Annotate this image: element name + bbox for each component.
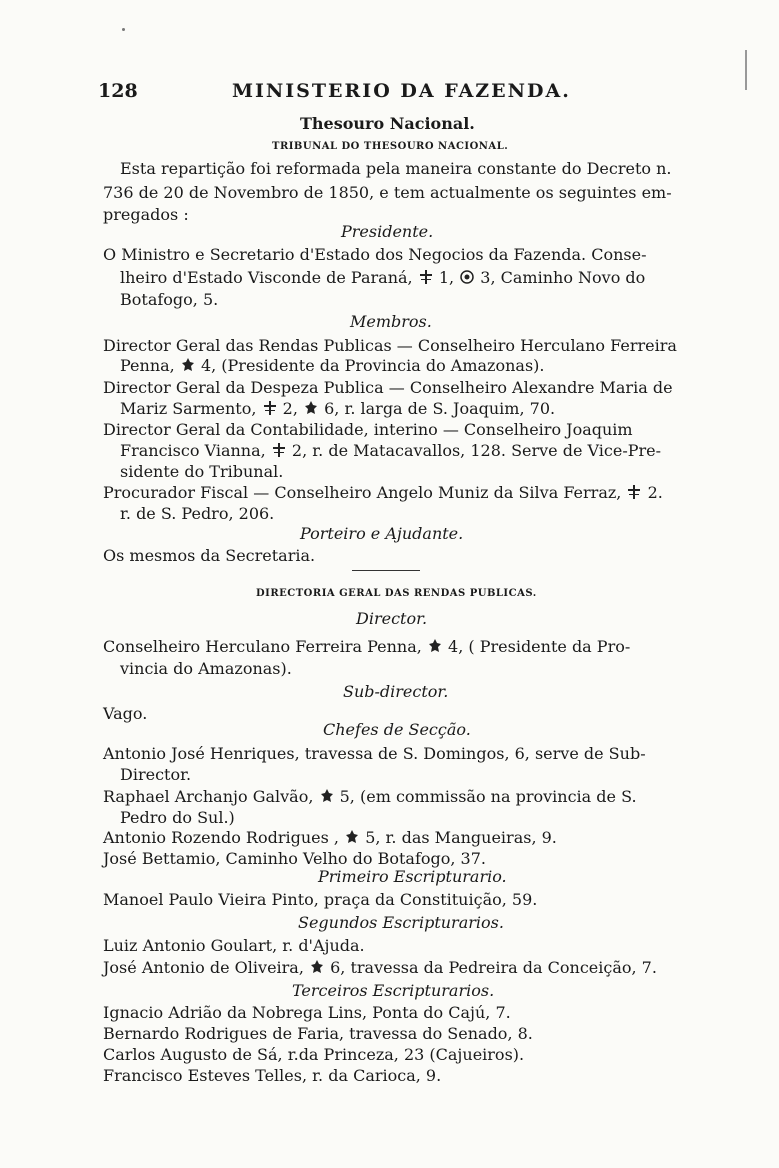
section-caps-directoria: DIRECTORIA GERAL DAS RENDAS PUBLICAS. [256, 588, 537, 599]
segundo-2-address: 6, travessa da Pedreira da Conceição, 7. [330, 958, 657, 977]
membro-4-order: 2. [647, 483, 663, 502]
porteiro-text: Os mesmos da Secretaria. [103, 546, 316, 565]
heading-primeiro: Primeiro Escripturario. [318, 867, 507, 886]
director-name: Conselheiro Herculano Ferreira Penna, [103, 637, 422, 656]
terceiro-2: Bernardo Rodrigues de Faria, travessa do Senado, 8. [103, 1024, 533, 1043]
director-line-2: vincia do Amazonas). [120, 659, 292, 678]
presidente-line-2-address: 3, Caminho Novo do [480, 268, 646, 287]
heading-sub-director: Sub-director. [343, 682, 449, 701]
segundo-2 [103, 958, 657, 977]
membro-3-detail: 2, r. de Matacavallos, 128. Serve de Vice-Pre- [291, 441, 662, 460]
presidente-line-2-text: lheiro d'Estado Visconde de Paraná, [120, 268, 413, 287]
page-number: 128 [98, 80, 138, 102]
section-caps-tribunal: TRIBUNAL DO THESOURO NACIONAL. [272, 141, 509, 152]
terceiro-4: Francisco Esteves Telles, r. da Carioca, 9. [103, 1066, 442, 1085]
rose-order-icon [319, 788, 335, 804]
membro-1-name-end: Penna, [120, 356, 175, 375]
segundo-2-name: José Antonio de Oliveira, [103, 958, 304, 977]
membro-4-title: Procurador Fiscal — Conselheiro Angelo Muniz da Silva Ferraz, [103, 483, 622, 502]
heading-membros: Membros. [350, 312, 432, 331]
rose-order-icon [180, 357, 196, 373]
membro-4-line-1 [103, 483, 663, 502]
membro-2-order: 2, [282, 399, 298, 418]
presidente-line-3: Botafogo, 5. [120, 290, 219, 309]
rose-order-icon [344, 829, 360, 845]
chefe-3 [103, 828, 557, 847]
membro-3-line-2 [120, 441, 661, 460]
membro-1-line-2 [120, 356, 545, 375]
heading-chefes: Chefes de Secção. [323, 720, 471, 739]
heading-porteiro: Porteiro e Ajudante. [300, 524, 464, 543]
cross-order-icon [418, 269, 434, 285]
heading-director: Director. [356, 609, 428, 628]
chefe-2-line-1 [103, 787, 637, 806]
intro-line-2: 736 de 20 de Novembro de 1850, e tem actualmente os seguintes em- [103, 183, 672, 202]
chefe-4: José Bettamio, Caminho Velho do Botafogo, 37. [103, 849, 486, 868]
terceiro-1: Ignacio Adrião da Nobrega Lins, Ponta do Cajú, 7. [103, 1003, 511, 1022]
presidente-line-2-order: 1, [438, 268, 455, 287]
heading-terceiros: Terceiros Escripturarios. [292, 981, 495, 1000]
chefe-3-address: 5, r. das Mangueiras, 9. [365, 828, 557, 847]
scan-edge-mark [745, 50, 747, 90]
chefe-2-name: Raphael Archanjo Galvão, [103, 787, 314, 806]
segundo-1: Luiz Antonio Goulart, r. d'Ajuda. [103, 936, 365, 955]
intro-line-3: pregados : [103, 205, 189, 224]
intro-line-1: Esta repartição foi reformada pela maneira constante do Decreto n. [120, 159, 672, 178]
star-medal-icon [459, 269, 475, 285]
membro-3-line-3: sidente do Tribunal. [120, 462, 284, 481]
membro-2-line-1: Director Geral da Despeza Publica — Conselheiro Alexandre Maria de [103, 378, 673, 397]
section-divider [352, 570, 420, 571]
primeiro-1: Manoel Paulo Vieira Pinto, praça da Constituição, 59. [103, 890, 538, 909]
cross-order-icon [626, 484, 642, 500]
membro-2-address: 6, r. larga de S. Joaquim, 70. [324, 399, 556, 418]
membro-2-name-end: Mariz Sarmento, [120, 399, 257, 418]
page-title: MINISTERIO DA FAZENDA. [232, 80, 571, 102]
chefe-3-name: Antonio Rozendo Rodrigues , [103, 828, 339, 847]
director-line-1 [103, 637, 630, 656]
membro-2-line-2 [120, 399, 555, 418]
chefe-1-line-2: Director. [120, 765, 192, 784]
heading-segundos: Segundos Escripturarios. [298, 913, 504, 932]
sub-director-text: Vago. [103, 704, 148, 723]
rose-order-icon [309, 959, 325, 975]
heading-presidente: Presidente. [341, 222, 434, 241]
page-subtitle: Thesouro Nacional. [300, 114, 475, 133]
membro-3-line-1: Director Geral da Contabilidade, interino — Conselheiro Joaquim [103, 420, 633, 439]
scan-speck [122, 28, 125, 31]
chefe-1-line-1: Antonio José Henriques, travessa de S. Domingos, 6, serve de Sub- [103, 744, 646, 763]
membro-1-line-1: Director Geral das Rendas Publicas — Conselheiro Herculano Ferreira [103, 336, 677, 355]
terceiro-3: Carlos Augusto de Sá, r.da Princeza, 23 (Cajueiros). [103, 1045, 525, 1064]
cross-order-icon [271, 442, 287, 458]
director-detail: 4, ( Presidente da Pro- [448, 637, 631, 656]
chefe-2-detail: 5, (em commissão na provincia de S. [339, 787, 637, 806]
presidente-line-1: O Ministro e Secretario d'Estado dos Negocios da Fazenda. Conse- [103, 245, 647, 264]
membro-4-line-2: r. de S. Pedro, 206. [120, 504, 275, 523]
membro-1-detail: 4, (Presidente da Provincia do Amazonas). [200, 356, 545, 375]
cross-order-icon [262, 400, 278, 416]
presidente-line-2 [120, 268, 645, 287]
membro-3-name-end: Francisco Vianna, [120, 441, 266, 460]
rose-order-icon [427, 638, 443, 654]
chefe-2-line-2: Pedro do Sul.) [120, 808, 235, 827]
rose-order-icon [303, 400, 319, 416]
